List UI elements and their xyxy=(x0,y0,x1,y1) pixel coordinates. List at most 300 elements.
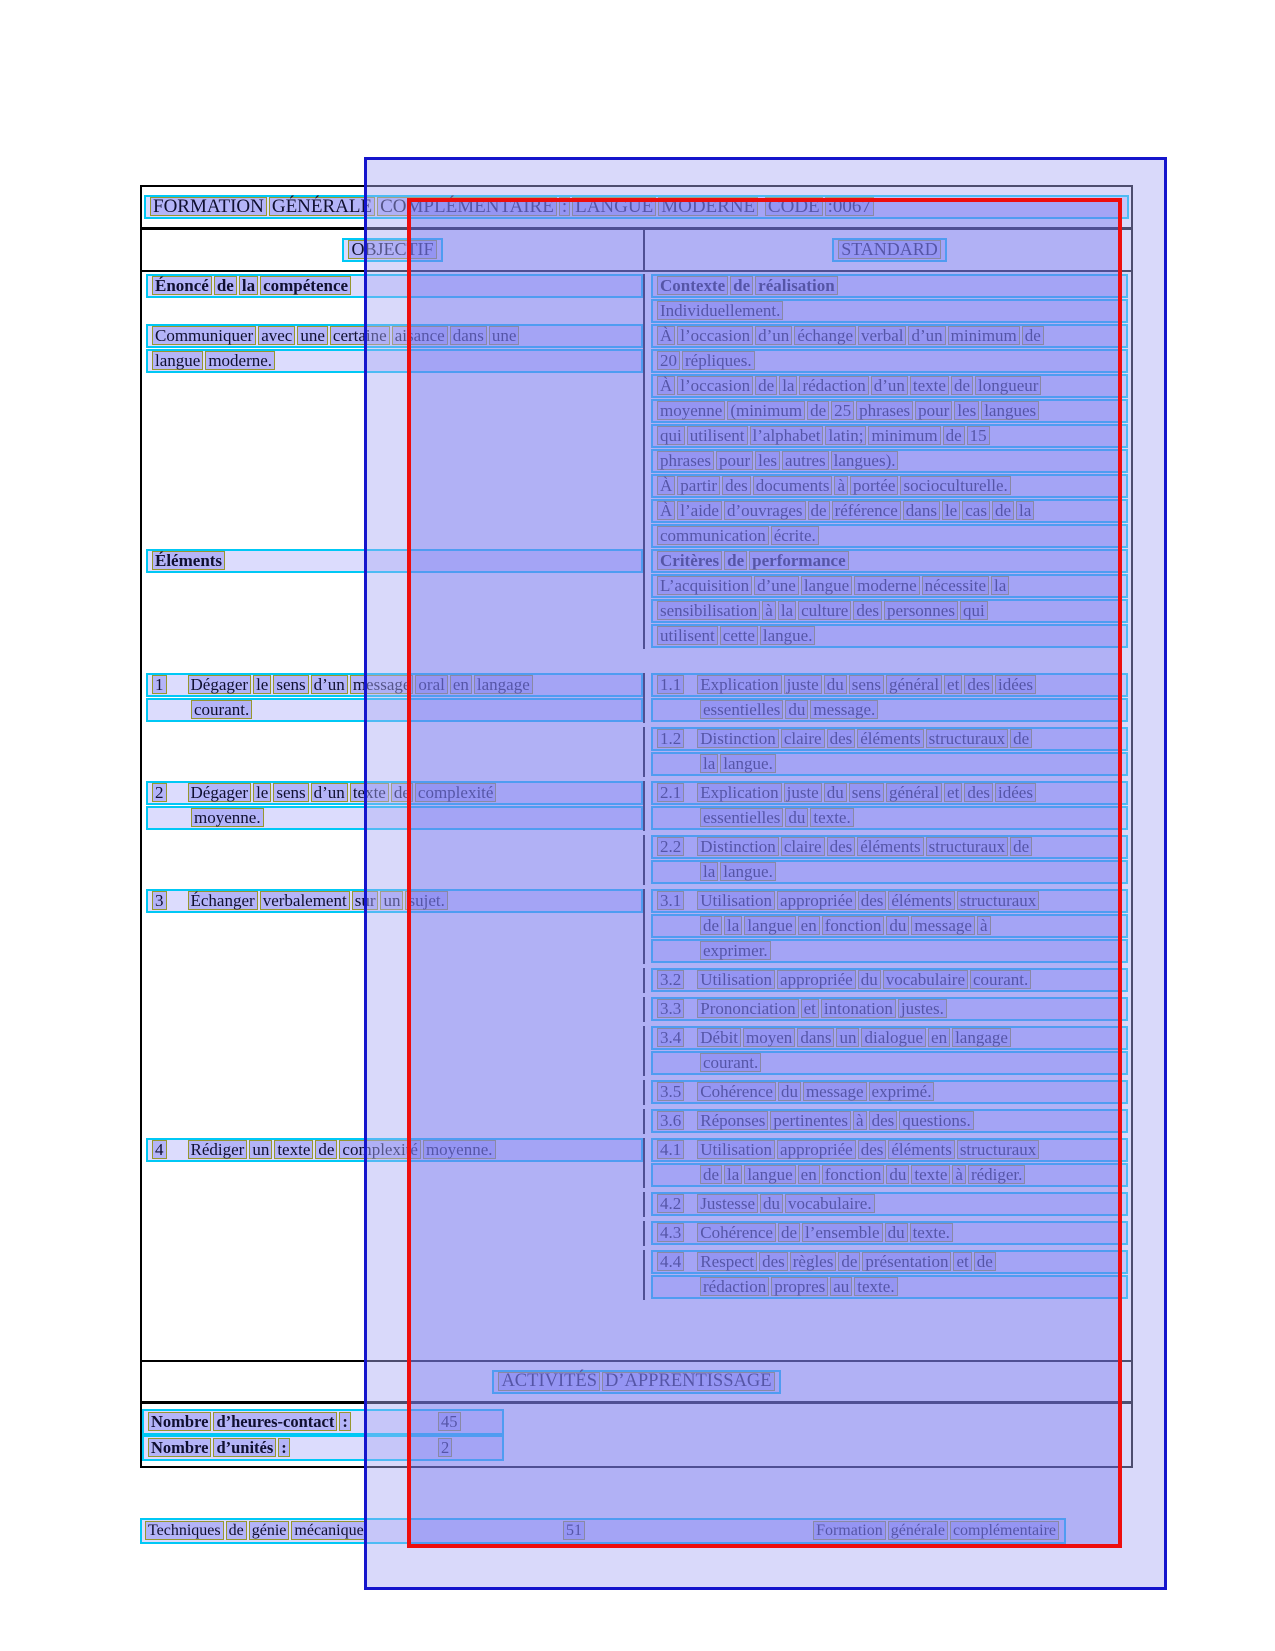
ocr-word-box: Critères xyxy=(657,551,722,570)
ocr-word-box: fonction xyxy=(822,1165,885,1184)
ocr-word-box: du xyxy=(760,1194,783,1213)
body-line-row xyxy=(142,374,1131,399)
ocr-word-box: éléments xyxy=(888,891,954,910)
item-number: 3.1 xyxy=(657,891,684,910)
item-number: 4.4 xyxy=(657,1252,684,1271)
ocr-word-box: 20 xyxy=(657,351,680,370)
hours-contact-row xyxy=(142,1409,504,1435)
ocr-word-box: structuraux xyxy=(957,1140,1039,1159)
objectif-cell xyxy=(142,1250,645,1275)
body-line-row xyxy=(142,914,1131,939)
ocr-word-box: du xyxy=(785,700,808,719)
ocr-word-box: répliques. xyxy=(682,351,755,370)
body-line-row xyxy=(142,349,1131,374)
ocr-line-box xyxy=(651,424,1128,448)
body-line-row xyxy=(142,574,1131,599)
objectif-cell xyxy=(142,324,645,349)
ocr-word-box: le xyxy=(253,783,271,802)
ocr-word-box: à xyxy=(977,916,991,935)
standard-header-cell xyxy=(645,230,1131,270)
ocr-word-box: de xyxy=(315,1140,337,1159)
ocr-line-box xyxy=(146,889,643,913)
standard-cell xyxy=(645,399,1131,424)
ocr-word-box: en xyxy=(450,675,472,694)
ocr-line-box xyxy=(651,1138,1128,1162)
ocr-word-box: la xyxy=(724,1165,742,1184)
ocr-word-box: Cohérence xyxy=(697,1082,776,1101)
ocr-word-box: structuraux xyxy=(926,729,1008,748)
ocr-word-box: d’un xyxy=(908,326,945,345)
standard-cell xyxy=(645,1250,1131,1275)
ocr-word-box: Utilisation xyxy=(697,970,775,989)
ocr-word-box: sensibilisation xyxy=(657,601,760,620)
objectif-cell xyxy=(142,449,645,474)
ocr-word-box: propres xyxy=(771,1277,828,1296)
ocr-line-box xyxy=(651,1051,1128,1075)
objectif-cell xyxy=(142,1051,645,1076)
ocr-line-box xyxy=(146,324,643,348)
ocr-word-box: À xyxy=(657,326,675,345)
ocr-word-box: message xyxy=(911,916,975,935)
ocr-word-box: des xyxy=(759,1252,788,1271)
ocr-word-box: présentation xyxy=(862,1252,951,1271)
ocr-word-box: : xyxy=(278,1438,290,1457)
ocr-word-box: : xyxy=(339,1412,351,1431)
ocr-word-box: la xyxy=(724,916,742,935)
ocr-line-box xyxy=(651,727,1128,751)
standard-cell xyxy=(645,835,1131,860)
body-line-row xyxy=(142,1221,1131,1246)
ocr-word-box: de xyxy=(730,276,753,295)
ocr-word-box: 51 xyxy=(563,1521,585,1540)
ocr-word-box: phrases xyxy=(657,451,714,470)
column-header-standard xyxy=(832,238,947,262)
page-footer xyxy=(140,1518,1066,1544)
ocr-word-box: écrite. xyxy=(771,526,819,545)
body-line-row xyxy=(142,424,1131,449)
ocr-line-box xyxy=(651,1163,1128,1187)
ocr-line-box xyxy=(651,806,1128,830)
ocr-word-box: du xyxy=(824,783,847,802)
standard-cell xyxy=(645,914,1131,939)
ocr-word-box: moyenne. xyxy=(423,1140,496,1159)
hours-contact-value: 45 xyxy=(438,1412,461,1431)
ocr-word-box: GÉNÉRALE xyxy=(269,197,375,216)
ocr-word-box: FORMATION xyxy=(150,197,267,216)
ocr-word-box: dans xyxy=(797,1028,834,1047)
table-body xyxy=(142,272,1131,1362)
ocr-word-box: des xyxy=(827,837,856,856)
ocr-word-box: idées xyxy=(995,783,1036,802)
ocr-word-box: juste xyxy=(784,783,822,802)
ocr-word-box: une xyxy=(489,326,520,345)
ocr-word-box: des xyxy=(827,729,856,748)
ocr-word-box: d’un xyxy=(311,675,348,694)
ocr-word-box: à xyxy=(952,1165,966,1184)
item-number: 1 xyxy=(152,675,167,694)
ocr-word-box: exprimer. xyxy=(700,941,771,960)
standard-cell xyxy=(645,1221,1131,1246)
ocr-line-box xyxy=(651,939,1128,963)
ocr-word-box: dialogue xyxy=(861,1028,926,1047)
standard-cell xyxy=(645,1192,1131,1217)
ocr-word-box: essentielles xyxy=(700,808,783,827)
objectif-cell xyxy=(142,889,645,914)
objectif-cell xyxy=(142,424,645,449)
ocr-word-box: de xyxy=(807,401,829,420)
ocr-line-box xyxy=(651,499,1128,523)
item-number: 2.2 xyxy=(657,837,684,856)
standard-cell xyxy=(645,274,1131,299)
ocr-word-box: questions. xyxy=(899,1111,973,1130)
ocr-word-box: langues xyxy=(981,401,1039,420)
body-line-row xyxy=(142,1051,1131,1076)
standard-cell xyxy=(645,549,1131,574)
ocr-word-box: message. xyxy=(810,700,878,719)
ocr-line-box xyxy=(146,349,643,373)
ocr-word-box: de xyxy=(700,916,722,935)
ocr-word-box: fonction xyxy=(822,916,885,935)
standard-cell xyxy=(645,939,1131,964)
ocr-word-box: texte. xyxy=(810,808,853,827)
ocr-word-box: Énoncé xyxy=(152,276,212,295)
ocr-word-box: vocabulaire xyxy=(883,970,968,989)
ocr-word-box: langue xyxy=(152,351,203,370)
ocr-word-box: langue. xyxy=(720,862,776,881)
standard-cell xyxy=(645,1109,1131,1134)
objectif-cell xyxy=(142,860,645,885)
ocr-word-box: de xyxy=(214,276,237,295)
objectif-cell xyxy=(142,1163,645,1188)
ocr-word-box: du xyxy=(785,808,808,827)
ocr-word-box: de xyxy=(755,376,777,395)
ocr-word-box: langage xyxy=(952,1028,1011,1047)
ocr-word-box: la xyxy=(700,754,718,773)
ocr-word-box: langage xyxy=(474,675,533,694)
body-line-row xyxy=(142,727,1131,752)
ocr-word-box: appropriée xyxy=(777,891,856,910)
body-line-row xyxy=(142,299,1131,324)
ocr-word-box: intonation xyxy=(821,999,896,1018)
objectif-cell xyxy=(142,1138,645,1163)
body-line-row xyxy=(142,806,1131,831)
objectif-cell xyxy=(142,524,645,549)
ocr-word-box: 15 xyxy=(967,426,990,445)
ocr-word-box: des xyxy=(853,601,882,620)
hours-contact-label xyxy=(147,1412,352,1431)
activities-title xyxy=(492,1370,780,1394)
standard-cell xyxy=(645,449,1131,474)
body-line-row xyxy=(142,1109,1131,1134)
ocr-word-box: D’APPRENTISSAGE xyxy=(602,1372,775,1391)
objectif-cell xyxy=(142,1026,645,1051)
ocr-word-box: moyenne xyxy=(657,401,725,420)
body-line-row xyxy=(142,1163,1131,1188)
body-line-row xyxy=(142,835,1131,860)
ocr-word-box: sens xyxy=(849,675,884,694)
standard-cell xyxy=(645,599,1131,624)
ocr-word-box: le xyxy=(942,501,960,520)
ocr-word-box: MODERNE xyxy=(658,197,758,216)
objectif-cell xyxy=(142,599,645,624)
objectif-cell xyxy=(142,1192,645,1217)
objectif-cell xyxy=(142,781,645,806)
ocr-word-box: d’une xyxy=(754,576,799,595)
ocr-word-box: la xyxy=(779,376,797,395)
standard-cell xyxy=(645,324,1131,349)
objectif-cell xyxy=(142,549,645,574)
ocr-word-box: règles xyxy=(790,1252,837,1271)
ocr-word-box: de xyxy=(724,551,747,570)
body-line-row xyxy=(142,624,1131,649)
ocr-word-box: longueur xyxy=(975,376,1041,395)
ocr-word-box: Formation xyxy=(813,1521,886,1540)
objectif-cell xyxy=(142,1275,645,1300)
ocr-word-box: minimum xyxy=(948,326,1020,345)
ocr-line-box xyxy=(651,599,1128,623)
objectif-cell xyxy=(142,835,645,860)
ocr-word-box: texte xyxy=(911,1165,950,1184)
ocr-line-box xyxy=(146,1138,643,1162)
body-line-row xyxy=(142,524,1131,549)
ocr-word-box: moderne xyxy=(854,576,919,595)
ocr-word-box: des xyxy=(964,783,993,802)
ocr-line-box xyxy=(651,968,1128,992)
ocr-line-box xyxy=(651,1080,1128,1104)
ocr-line-box xyxy=(651,914,1128,938)
ocr-word-box: et xyxy=(801,999,819,1018)
ocr-word-box: d’un xyxy=(311,783,348,802)
ocr-line-box xyxy=(651,673,1128,697)
ocr-line-box xyxy=(651,549,1128,573)
standard-cell xyxy=(645,1080,1131,1105)
item-number: 1.1 xyxy=(657,675,684,694)
ocr-word-box: général xyxy=(886,783,942,802)
objectif-cell xyxy=(142,349,645,374)
ocr-word-box: un xyxy=(249,1140,272,1159)
objectif-cell xyxy=(142,806,645,831)
ocr-word-box: des xyxy=(869,1111,898,1130)
item-number: 2 xyxy=(152,783,167,802)
ocr-word-box: éléments xyxy=(857,837,923,856)
ocr-word-box: courant. xyxy=(191,700,252,719)
ocr-word-box: de xyxy=(951,376,973,395)
ocr-word-box: Techniques xyxy=(145,1521,224,1540)
ocr-word-box: aisance xyxy=(392,326,448,345)
column-header-objectif xyxy=(342,238,442,262)
ocr-word-box: justes. xyxy=(898,999,947,1018)
body-line-row xyxy=(142,968,1131,993)
standard-cell xyxy=(645,889,1131,914)
body-line-row xyxy=(142,1275,1131,1300)
ocr-line-box xyxy=(651,752,1128,776)
ocr-word-box: échange xyxy=(794,326,856,345)
ocr-word-box: CODE xyxy=(765,197,823,216)
ocr-word-box: de xyxy=(808,501,830,520)
ocr-word-box: rédaction xyxy=(799,376,868,395)
ocr-word-box: Réponses xyxy=(697,1111,768,1130)
standard-cell xyxy=(645,349,1131,374)
ocr-word-box: LANGUE xyxy=(572,197,656,216)
ocr-word-box: rédiger. xyxy=(968,1165,1025,1184)
standard-cell xyxy=(645,1026,1131,1051)
ocr-word-box: en xyxy=(798,916,820,935)
item-number: 3.3 xyxy=(657,999,684,1018)
ocr-word-box: au xyxy=(830,1277,852,1296)
ocr-word-box: Distinction xyxy=(697,837,779,856)
ocr-word-box: à xyxy=(762,601,776,620)
ocr-word-box: idées xyxy=(995,675,1036,694)
ocr-word-box: le xyxy=(253,675,271,694)
ocr-word-box: Communiquer xyxy=(152,326,256,345)
units-label xyxy=(147,1438,291,1457)
ocr-word-box: éléments xyxy=(857,729,923,748)
body-line-row xyxy=(142,499,1131,524)
ocr-word-box: d’unités xyxy=(213,1438,276,1457)
ocr-word-box: en xyxy=(928,1028,950,1047)
item-number: 2.1 xyxy=(657,783,684,802)
standard-cell xyxy=(645,1138,1131,1163)
footer-program-name xyxy=(144,1521,368,1540)
ocr-word-box: message xyxy=(350,675,414,694)
ocr-word-box: l’alphabet xyxy=(750,426,824,445)
objectif-cell xyxy=(142,914,645,939)
ocr-line-box xyxy=(146,673,643,697)
item-number: 4.3 xyxy=(657,1223,684,1242)
ocr-word-box: dans xyxy=(903,501,940,520)
standard-cell xyxy=(645,752,1131,777)
ocr-word-box: oral xyxy=(415,675,447,694)
ocr-line-box xyxy=(651,698,1128,722)
ocr-word-box: appropriée xyxy=(777,1140,856,1159)
footer-section-name xyxy=(812,1521,1060,1540)
ocr-word-box: personnes xyxy=(884,601,958,620)
objectif-cell xyxy=(142,399,645,424)
ocr-line-box xyxy=(651,1250,1128,1274)
ocr-word-box: la xyxy=(991,576,1009,595)
ocr-word-box: moderne. xyxy=(205,351,275,370)
ocr-line-box xyxy=(651,299,1128,323)
header-line-box xyxy=(144,195,1129,219)
ocr-word-box: langue xyxy=(744,916,795,935)
ocr-word-box: culture xyxy=(798,601,851,620)
ocr-word-box: référence xyxy=(832,501,901,520)
ocr-word-box: Prononciation xyxy=(697,999,798,1018)
ocr-line-box xyxy=(651,349,1128,373)
ocr-word-box: qui xyxy=(960,601,988,620)
ocr-line-box xyxy=(651,1275,1128,1299)
competency-table xyxy=(140,185,1133,1468)
ocr-word-box: partir xyxy=(677,476,720,495)
standard-cell xyxy=(645,474,1131,499)
ocr-word-box: l’occasion xyxy=(677,326,753,345)
ocr-word-box: moyen xyxy=(743,1028,795,1047)
ocr-word-box: message xyxy=(803,1082,867,1101)
standard-cell xyxy=(645,727,1131,752)
ocr-word-box: utilisent xyxy=(657,626,718,645)
standard-cell xyxy=(645,374,1131,399)
standard-cell xyxy=(645,524,1131,549)
ocr-line-box xyxy=(651,781,1128,805)
ocr-word-box: pour xyxy=(716,451,753,470)
document-title xyxy=(149,196,759,217)
ocr-word-box: de xyxy=(226,1521,247,1540)
ocr-word-box: ACTIVITÉS xyxy=(498,1372,600,1391)
ocr-word-box: avec xyxy=(258,326,295,345)
ocr-word-box: L’acquisition xyxy=(657,576,752,595)
objectif-header-cell xyxy=(142,230,645,270)
body-line-row xyxy=(142,1192,1131,1217)
ocr-word-box: texte. xyxy=(854,1277,897,1296)
ocr-word-box: des xyxy=(858,891,887,910)
standard-cell xyxy=(645,299,1131,324)
ocr-line-box xyxy=(651,860,1128,884)
ocr-word-box: Explication xyxy=(697,783,781,802)
standard-cell xyxy=(645,1275,1131,1300)
ocr-line-box xyxy=(651,324,1128,348)
objectif-cell xyxy=(142,299,645,324)
ocr-word-box: et xyxy=(953,1252,971,1271)
standard-cell xyxy=(645,806,1131,831)
ocr-word-box: courant. xyxy=(970,970,1031,989)
ocr-word-box: Individuellement. xyxy=(657,301,783,320)
units-value: 2 xyxy=(438,1438,452,1457)
ocr-word-box: latin; xyxy=(825,426,866,445)
ocr-line-box xyxy=(651,889,1128,913)
standard-cell xyxy=(645,424,1131,449)
table-header-row xyxy=(142,187,1131,230)
ocr-word-box: structuraux xyxy=(926,837,1008,856)
ocr-word-box: verbal xyxy=(858,326,906,345)
ocr-word-box: à xyxy=(834,476,848,495)
body-line-row xyxy=(142,673,1131,698)
ocr-word-box: phrases xyxy=(856,401,913,420)
ocr-word-box: verbalement xyxy=(260,891,350,910)
item-number: 4.1 xyxy=(657,1140,684,1159)
ocr-word-box: de xyxy=(1010,729,1032,748)
ocr-word-box: du xyxy=(778,1082,801,1101)
ocr-word-box: à xyxy=(853,1111,867,1130)
ocr-word-box: communication xyxy=(657,526,769,545)
ocr-word-box: certaine xyxy=(330,326,390,345)
body-line-row xyxy=(142,860,1131,885)
ocr-word-box: complémentaire xyxy=(950,1521,1059,1540)
ocr-word-box: nécessite xyxy=(922,576,989,595)
ocr-word-box: l’ensemble xyxy=(802,1223,883,1242)
ocr-word-box: sur xyxy=(352,891,379,910)
ocr-word-box: sujet. xyxy=(405,891,447,910)
ocr-word-box: structuraux xyxy=(957,891,1039,910)
objectif-cell xyxy=(142,673,645,698)
ocr-word-box: Nombre xyxy=(148,1412,211,1431)
standard-cell xyxy=(645,698,1131,723)
objectif-cell xyxy=(142,997,645,1022)
ocr-word-box: Contexte xyxy=(657,276,728,295)
ocr-word-box: des xyxy=(858,1140,887,1159)
body-line-row xyxy=(142,399,1131,424)
item-number: 3.5 xyxy=(657,1082,684,1101)
ocr-line-box xyxy=(651,274,1128,298)
body-line-row xyxy=(142,274,1131,299)
ocr-word-box: langue. xyxy=(760,626,816,645)
ocr-word-box: des xyxy=(722,476,751,495)
objectif-cell xyxy=(142,698,645,723)
body-line-row xyxy=(142,1026,1131,1051)
ocr-word-box: Distinction xyxy=(697,729,779,748)
ocr-word-box: Justesse xyxy=(697,1194,758,1213)
body-line-row xyxy=(142,324,1131,349)
standard-cell xyxy=(645,1163,1131,1188)
